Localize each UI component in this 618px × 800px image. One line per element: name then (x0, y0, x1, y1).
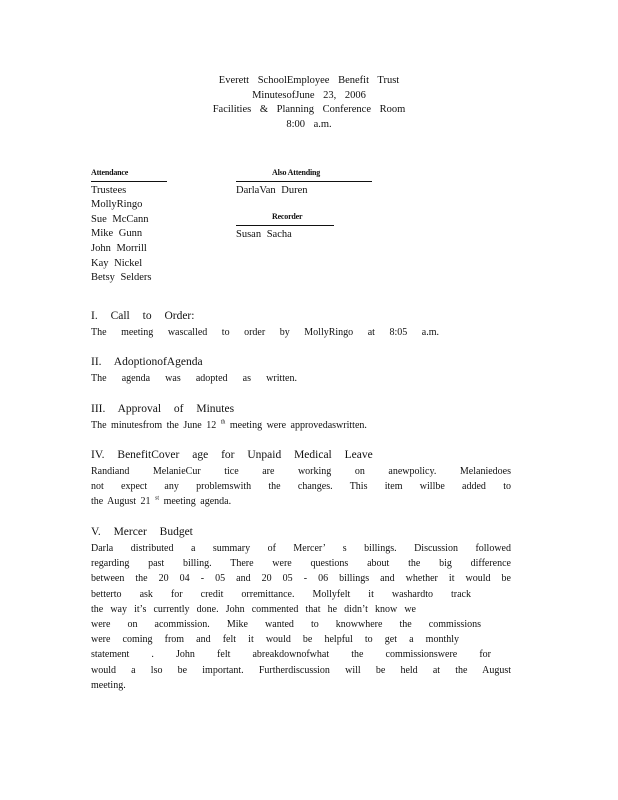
recorder-name: Susan Sacha (236, 228, 292, 240)
section-approval-of-minutes (91, 402, 511, 433)
body-line: statement . John felt abreakdownofwhat the commissionswere for (91, 649, 491, 661)
body-line: The agenda was adopted as written. (91, 373, 297, 384)
body-line: would a lso be important. Furtherdiscussion will be held at the August (91, 664, 511, 676)
body-text: meeting agenda. (163, 496, 232, 508)
body-line: were coming from and felt it would be helpful to get a monthly (91, 634, 459, 646)
document-header (0, 74, 618, 132)
header-date: MinutesofJune 23, 2006 (252, 89, 366, 101)
section-adoption-of-agenda (91, 355, 511, 386)
also-attending-heading: Also Attending (236, 166, 372, 182)
body-line (91, 418, 511, 433)
attendance-heading: Attendance (91, 166, 167, 182)
ordinal-suffix: th (220, 419, 226, 426)
attendee: Mike Gunn (91, 228, 143, 240)
body-line: Darla distributed a summary of Mercer’ s billings. Discussion followed (91, 543, 511, 554)
body-line: Randiand MelanieCur tice are working on anewpolicy. Melaniedoes (91, 466, 511, 477)
header-title: Everett SchoolEmployee Benefit Trust (218, 75, 400, 86)
section-body (91, 418, 511, 433)
section-benefit-coverage (91, 448, 511, 510)
section-title: IV. BenefitCover age for Unpaid Medical Leave (91, 449, 373, 461)
body-line: between the 20 04 - 05 and 20 05 - 06 billings and whether it would be (91, 573, 511, 585)
attendee: John Morrill (91, 242, 147, 254)
attendee: Kay Nickel (91, 257, 143, 269)
section-call-to-order (91, 309, 511, 340)
attendance-list (91, 166, 167, 286)
recorder-heading: Recorder (236, 210, 334, 226)
ordinal-suffix: st (155, 496, 160, 503)
header-time: 8:00 a.m. (286, 118, 332, 130)
body-text: The minutesfrom the June 12 (91, 420, 217, 431)
body-line: betterto ask for credit orremittance. Mollyfelt it washardto track (91, 588, 471, 600)
recorder-block (236, 210, 334, 242)
attendee: Sue McCann (91, 213, 149, 225)
attendee: Trustees (91, 184, 127, 196)
also-attendee: DarlaVan Duren (236, 184, 308, 196)
section-mercer-budget (91, 525, 511, 693)
section-body (91, 325, 511, 340)
body-line: the way it’s currently done. John commented that he didn’t know we (91, 603, 416, 615)
also-attending-list (236, 166, 372, 198)
body-text: the August 21 (91, 496, 151, 508)
attendee: Betsy Selders (91, 272, 152, 284)
attendee: MollyRingo (91, 199, 143, 211)
section-title: V. Mercer Budget (91, 526, 193, 538)
section-title: III. Approval of Minutes (91, 403, 235, 415)
body-line (91, 494, 511, 509)
section-body (91, 371, 511, 386)
body-line: not expect any problemswith the changes. This item willbe added to (91, 481, 511, 493)
body-line: regarding past billing. There were questions about the big difference (91, 558, 511, 570)
section-title: II. AdoptionofAgenda (91, 356, 203, 368)
body-text: meeting were approvedaswritten. (229, 420, 367, 431)
section-body (91, 541, 511, 693)
section-title: I. Call to Order: (91, 310, 195, 322)
header-location: Facilities & Planning Conference Room (212, 104, 406, 115)
body-line: meeting. (91, 679, 126, 691)
body-line: The meeting wascalled to order by MollyRingo at 8:05 a.m. (91, 327, 439, 338)
section-body (91, 464, 511, 510)
body-line: were on acommission. Mike wanted to knowwhere the commissions (91, 619, 481, 631)
